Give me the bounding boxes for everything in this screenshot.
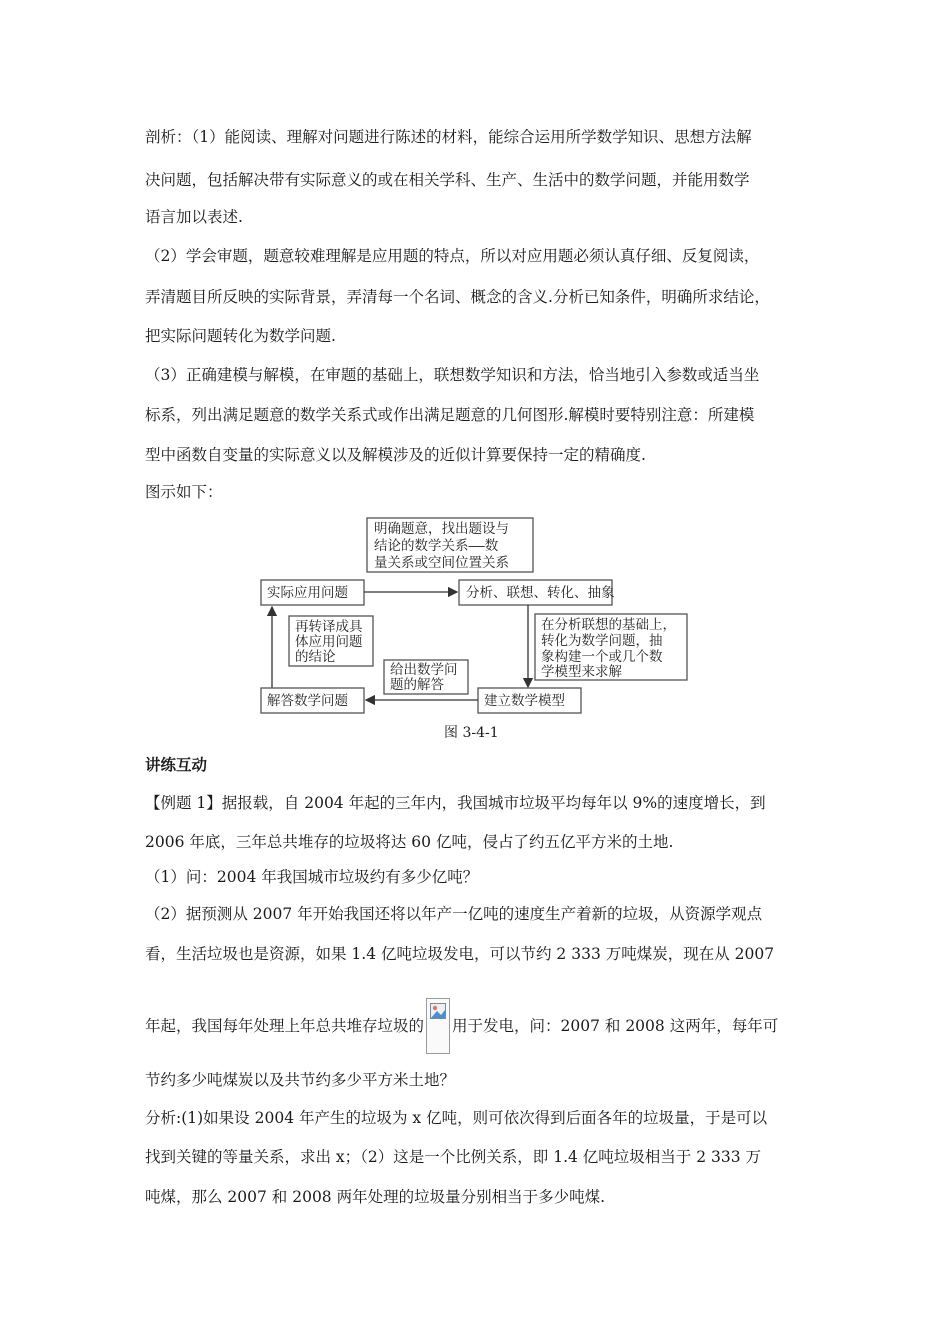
example-line-7: 节约多少吨煤炭以及共节约多少平方米土地？: [145, 1071, 456, 1089]
analysis-line-3: 语言加以表述.: [145, 208, 243, 226]
analysis-line-5: 弄清题目所反映的实际背景，弄清每一个名词、概念的含义.分析已知条件，明确所求结论，: [145, 288, 770, 306]
analysis-line-6: 把实际问题转化为数学问题.: [145, 327, 336, 345]
analysis-line-9: 型中函数自变量的实际意义以及解模涉及的近似计算要保持一定的精确度.: [145, 446, 646, 464]
answer-note-line-2: 题的解答: [390, 677, 444, 693]
analyze-label: 分析、联想、转化、抽象: [466, 585, 615, 601]
section-title: 讲练互动: [145, 756, 208, 774]
answer-note-line-1: 给出数学问: [390, 662, 458, 678]
practical-problem-box: [261, 580, 364, 605]
figure-caption: 图 3-4-1: [444, 725, 499, 741]
right-note-line-3: 象构建一个或几个数: [541, 649, 663, 665]
practical-problem-label: 实际应用问题: [267, 585, 348, 601]
analysis-line-10: 图示如下：: [145, 483, 223, 501]
example-line-10: 吨煤，那么 2007 和 2008 两年处理的垃圾量分别相当于多少吨煤.: [145, 1188, 606, 1206]
example-line-8: 分析:(1)如果设 2004 年产生的垃圾为 x 亿吨，则可依次得到后面各年的垃圾量，于是可以: [145, 1109, 768, 1127]
example-line-6: [145, 998, 778, 1054]
broken-image-icon: [426, 998, 450, 1054]
example-line-6-end: 用于发电，问：2007 和 2008 这两年，每年可: [452, 1017, 779, 1035]
analysis-line-8: 标系，列出满足题意的数学关系式或作出满足题意的几何图形.解模时要特别注意：所建模: [145, 406, 755, 424]
top-note-box: [367, 518, 533, 572]
top-note-line-3: 量关系或空间位置关系: [374, 555, 509, 571]
build-model-box: [478, 688, 581, 713]
left-note-box: [289, 616, 373, 666]
example-line-9: 找到关键的等量关系，求出 x；（2）这是一个比例关系，即 1.4 亿吨垃圾相当于 2 333 万: [145, 1148, 762, 1166]
analysis-line-4: （2）学会审题，题意较难理解是应用题的特点，所以对应用题必须认真仔细、反复阅读，: [145, 247, 760, 265]
analysis-line-7: （3）正确建模与解模，在审题的基础上，联想数学知识和方法，恰当地引入参数或适当坐: [145, 366, 760, 384]
right-note-line-4: 学模型来求解: [541, 664, 622, 680]
build-model-label: 建立数学模型: [484, 693, 565, 709]
example-line-5: 看，生活垃圾也是资源，如果 1.4 亿吨垃圾发电，可以节约 2 333 万吨煤炭，现在从 2007: [145, 945, 775, 963]
analyze-box: [459, 580, 615, 605]
left-note-line-3: 的结论: [295, 649, 336, 665]
analysis-line-1: 剖析：（1）能阅读、理解对问题进行陈述的材料，能综合运用所学数学知识、思想方法解: [145, 128, 752, 146]
example-line-3: （1）问：2004 年我国城市垃圾约有多少亿吨？: [145, 868, 479, 886]
top-note-line-1: 明确题意，找出题设与: [374, 521, 509, 537]
solve-math-box: [261, 688, 364, 713]
top-note-line-2: 结论的数学关系——数: [374, 538, 499, 554]
example-line-4: （2）据预测从 2007 年开始我国还将以年产一亿吨的速度生产着新的垃圾，从资源学观点: [145, 905, 763, 923]
right-note-box: [535, 614, 687, 680]
solve-math-label: 解答数学问题: [267, 693, 348, 709]
left-note-line-2: 体应用问题: [295, 634, 363, 650]
example-line-2: 2006 年底，三年总共堆存的垃圾将达 60 亿吨，侵占了约五亿平方米的土地.: [145, 833, 674, 851]
left-note-line-1: 再转译成具: [295, 619, 363, 635]
example-line-1: 【例题 1】据报载，自 2004 年起的三年内，我国城市垃圾平均每年以 9%的速度增长，到: [145, 794, 766, 812]
right-note-line-2: 转化为数学问题，抽: [541, 633, 663, 649]
answer-note-box: [384, 660, 468, 694]
analysis-line-2: 决问题，包括解决带有实际意义的或在相关学科、生产、生活中的数学问题，并能用数学: [145, 171, 750, 189]
example-line-6-start: 年起，我国每年处理上年总共堆存垃圾的: [145, 1017, 425, 1035]
right-note-line-1: 在分析联想的基础上，: [541, 617, 676, 633]
